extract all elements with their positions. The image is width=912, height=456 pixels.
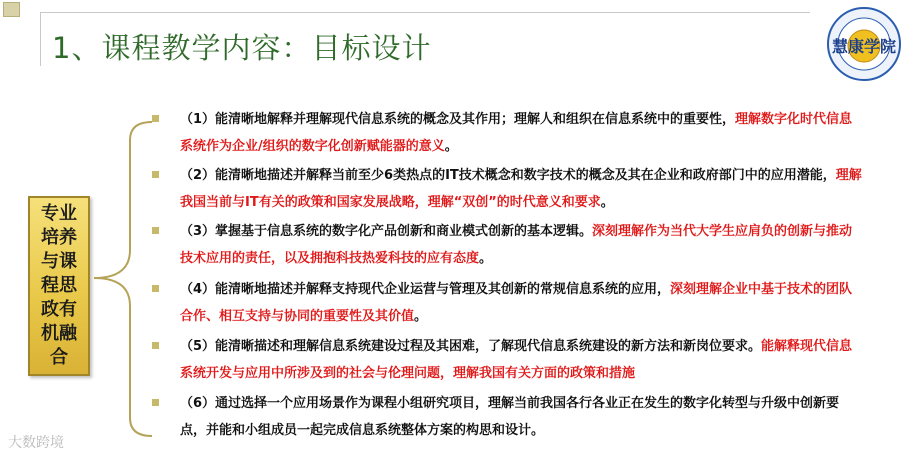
- list-item: （5）能清晰描述和理解信息系统建设过程及其困难，了解现代信息系统建设的新方法和新岗位要求。能解释现代信息系统开发与应用中所涉及到的社会与伦理问题，理解我国有关方面的政策和措施: [152, 333, 862, 387]
- list-item: （6）通过选择一个应用场景作为课程小组研究项目，理解当前我国各行各业正在发生的数字化转型与升级中创新要点，并能和小组成员一起完成信息系统整体方案的构思和设计。: [152, 390, 862, 444]
- title-rule: [40, 12, 810, 13]
- logo-text: 慧康学院: [831, 37, 897, 56]
- curly-brace-icon: [90, 120, 160, 438]
- bullet-icon: [152, 342, 159, 349]
- corner-icon: [3, 2, 20, 17]
- list-item: （3）掌握基于信息系统的数字化产品创新和商业模式创新的基本逻辑。深刻理解作为当代大学生应肩负的创新与推动技术应用的责任，以及拥抱科技热爱科技的应有态度。: [152, 218, 862, 272]
- list-item: （4）能清晰地描述并解释支持现代企业运营与管理及其创新的常规信息系统的应用，深刻理解企业中基于技术的团队合作、相互支持与协同的重要性及其价值。: [152, 276, 862, 330]
- bullet-icon: [152, 227, 159, 234]
- sidebar-label-box: [28, 196, 90, 376]
- list-item: （1）能清晰地解释并理解现代信息系统的概念及其作用；理解人和组织在信息系统中的重要性，理解数字化时代信息系统作为企业/组织的数字化创新赋能器的意义。: [152, 106, 862, 160]
- page-title: 1、课程教学内容：目标设计: [52, 31, 432, 65]
- bullet-icon: [152, 399, 159, 406]
- school-logo: [826, 6, 902, 82]
- watermark: 大数跨境: [8, 435, 64, 451]
- bullet-icon: [152, 171, 159, 178]
- bullet-icon: [152, 115, 159, 122]
- title-rule-vertical: [40, 12, 41, 66]
- bullet-icon: [152, 285, 159, 292]
- list-item: （2）能清晰地描述并解释当前至少6类热点的IT技术概念和数字技术的概念及其在企业和政府部门中的应用潜能，理解我国当前与IT有关的政策和国家发展战略，理解“双创”的时代意义和要求。: [152, 162, 862, 216]
- sidebar-label: 专业培养与课程思政有机融合: [41, 203, 77, 368]
